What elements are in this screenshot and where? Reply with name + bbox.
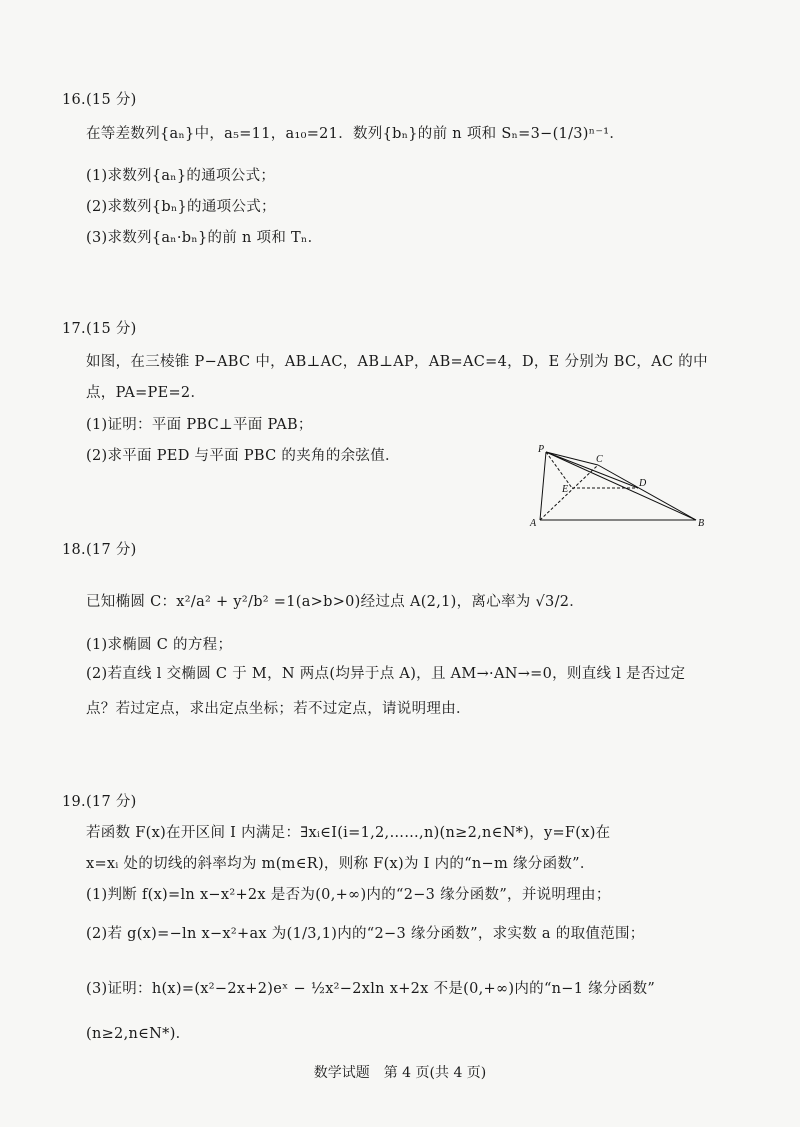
question-part: (1)求椭圆 C 的方程； [86,637,233,653]
question-part: (2)若 g(x)=−ln x−x²+ax 为(1/3,1)内的“2−3 缘分函数”，求实数 a 的取值范围； [86,926,645,942]
question-part: 点？若过定点，求出定点坐标；若不过定点，请说明理由． [86,701,471,717]
question-header: 18.(17 分) [62,542,137,558]
question-part: (3)证明：h(x)=(x²−2x+2)eˣ − ½x²−2xln x+2x 不是(0,+∞)内的“n−1 缘分函数” [86,981,656,997]
page-footer: 数学试题 第 4 页(共 4 页) [313,1065,487,1081]
question-header: 17.(15 分) [62,321,137,337]
question-part: (1)判断 f(x)=ln x−x²+2x 是否为(0,+∞)内的“2−3 缘分函数”，并说明理由； [86,887,611,903]
label-p: P [538,444,545,455]
question-part: (1)求数列{aₙ}的通项公式； [86,168,276,184]
question-stem: 点，PA=PE=2． [86,385,206,401]
pyramid-figure [528,442,708,532]
question-part: (1)证明：平面 PBC⊥平面 PAB； [86,417,313,433]
label-b: B [698,518,705,529]
question-stem: 如图，在三棱锥 P−ABC 中，AB⊥AC，AB⊥AP，AB=AC=4，D，E 分别为 BC，AC 的中 [86,354,708,370]
question-part: (2)求数列{bₙ}的通项公式； [86,199,276,215]
question-stem: 在等差数列{aₙ}中，a₅=11，a₁₀=21．数列{bₙ}的前 n 项和 Sₙ=3−(1/3)ⁿ⁻¹． [86,126,625,142]
label-c: C [596,454,603,465]
question-part: (3)求数列{aₙ·bₙ}的前 n 项和 Tₙ． [86,230,323,246]
label-d: D [639,478,647,489]
question-stem: 若函数 F(x)在开区间 I 内满足：∃xᵢ∈I(i=1,2,……,n)(n≥2,n∈N*)，y=F(x)在 [86,825,611,841]
question-header: 16.(15 分) [62,92,137,108]
question-part: (2)求平面 PED 与平面 PBC 的夹角的余弦值． [86,448,400,464]
question-part: (n≥2,n∈N*)． [86,1026,191,1042]
question-stem: 已知椭圆 C：x²/a² + y²/b² =1(a>b>0)经过点 A(2,1)，离心率为 √3/2． [86,594,585,610]
label-e: E [562,484,569,495]
label-a: A [530,518,537,529]
question-stem: x=xᵢ 处的切线的斜率均为 m(m∈R)，则称 F(x)为 I 内的“n−m 缘分函数”． [86,856,595,872]
question-part: (2)若直线 l 交椭圆 C 于 M，N 两点(均异于点 A)，且 AM→·AN→=0，则直线 l 是否过定 [86,666,686,682]
question-header: 19.(17 分) [62,794,137,810]
